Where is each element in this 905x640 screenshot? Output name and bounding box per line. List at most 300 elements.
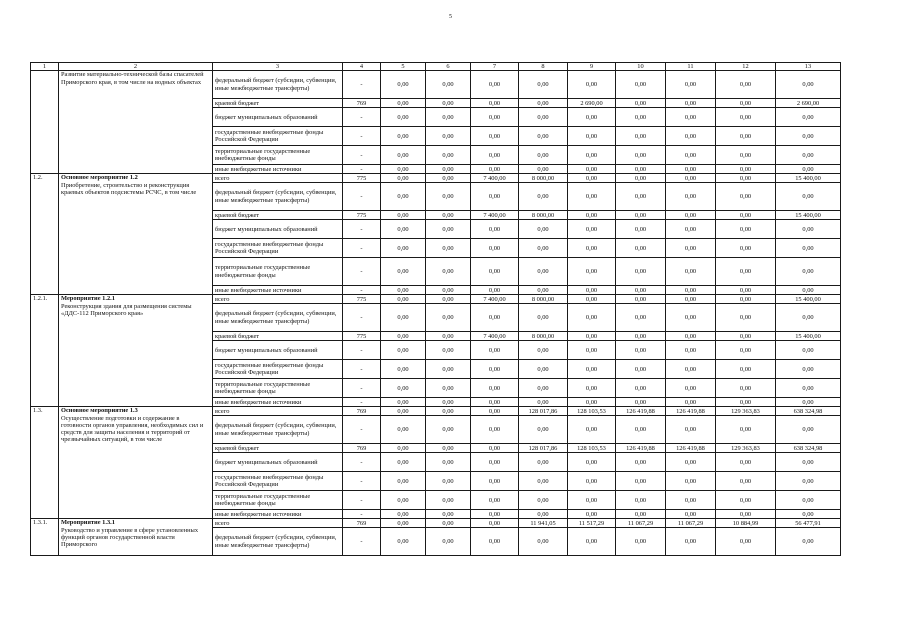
amount-cell: 0,00 [426,71,471,99]
amount-cell: 0,00 [616,211,666,220]
item-description [59,519,213,556]
amount-cell: 0,00 [616,379,666,398]
funding-source: всего [213,174,343,183]
column-number-cell: 12 [716,63,776,71]
budget-code-cell: - [343,183,381,211]
amount-cell: 0,00 [776,341,841,360]
amount-cell: 0,00 [568,332,616,341]
amount-cell: 0,00 [568,491,616,510]
budget-code-cell: - [343,360,381,379]
amount-cell: 0,00 [519,99,568,108]
amount-cell: 0,00 [568,165,616,174]
amount-cell: 0,00 [666,165,716,174]
amount-cell: 0,00 [666,332,716,341]
amount-cell: 2 690,00 [568,99,616,108]
amount-cell: 0,00 [426,528,471,556]
amount-cell: 0,00 [426,108,471,127]
amount-cell: 0,00 [471,472,519,491]
amount-cell: 0,00 [471,239,519,258]
amount-cell: 0,00 [716,211,776,220]
amount-cell: 0,00 [381,183,426,211]
amount-cell: 0,00 [426,258,471,286]
amount-cell: 0,00 [381,239,426,258]
amount-cell: 0,00 [716,528,776,556]
amount-cell: 11 067,29 [666,519,716,528]
amount-cell: 0,00 [381,407,426,416]
funding-source: бюджет муниципальных образований [213,453,343,472]
amount-cell: 0,00 [568,183,616,211]
amount-cell: 0,00 [568,174,616,183]
amount-cell: 7 400,00 [471,211,519,220]
amount-cell: 0,00 [666,341,716,360]
funding-source: федеральный бюджет (субсидии, субвенции, иные межбюджетные трансферты) [213,416,343,444]
amount-cell: 0,00 [568,239,616,258]
amount-cell: 0,00 [666,472,716,491]
amount-cell: 0,00 [776,510,841,519]
amount-cell: 0,00 [716,304,776,332]
amount-cell: 0,00 [519,510,568,519]
amount-cell: 0,00 [519,491,568,510]
amount-cell: 15 400,00 [776,332,841,341]
column-number-cell: 4 [343,63,381,71]
amount-cell: 0,00 [716,491,776,510]
amount-cell: 0,00 [776,146,841,165]
item-code: 1.3.1. [31,519,59,556]
amount-cell: 0,00 [616,286,666,295]
amount-cell: 56 477,91 [776,519,841,528]
funding-source: территориальные государственные внебюджетные фонды [213,379,343,398]
amount-cell: 0,00 [616,528,666,556]
amount-cell: 0,00 [666,108,716,127]
amount-cell: 0,00 [568,528,616,556]
funding-source: бюджет муниципальных образований [213,341,343,360]
amount-cell: 0,00 [519,220,568,239]
amount-cell: 0,00 [716,183,776,211]
item-title: Основное мероприятие 1.3 [61,407,138,415]
amount-cell: 0,00 [519,416,568,444]
amount-cell: 129 363,83 [716,407,776,416]
amount-cell: 0,00 [568,71,616,99]
amount-cell: 0,00 [616,127,666,146]
amount-cell: 0,00 [568,146,616,165]
amount-cell: 0,00 [776,491,841,510]
amount-cell: 0,00 [471,398,519,407]
amount-cell: 0,00 [381,444,426,453]
column-number-row [31,63,841,71]
amount-cell: 0,00 [519,379,568,398]
amount-cell: 15 400,00 [776,174,841,183]
amount-cell: 126 419,88 [616,444,666,453]
amount-cell: 0,00 [776,108,841,127]
amount-cell: 0,00 [471,108,519,127]
amount-cell: 0,00 [776,304,841,332]
budget-code-cell: - [343,379,381,398]
budget-code-cell: - [343,528,381,556]
amount-cell: 638 324,98 [776,407,841,416]
amount-cell: 0,00 [716,398,776,407]
budget-code-cell: - [343,491,381,510]
amount-cell: 0,00 [519,341,568,360]
funding-source: государственные внебюджетные фонды Российской Федерации [213,472,343,491]
amount-cell: 0,00 [471,341,519,360]
amount-cell: 0,00 [471,220,519,239]
amount-cell: 0,00 [568,211,616,220]
amount-cell: 0,00 [519,286,568,295]
amount-cell: 0,00 [616,108,666,127]
amount-cell: 0,00 [666,453,716,472]
amount-cell: 8 000,00 [519,295,568,304]
item-desc-text: Развитие материально-технической базы спасателей Приморского края, в том числе на водных объектах [61,71,204,86]
amount-cell: 0,00 [616,304,666,332]
budget-code-cell: - [343,341,381,360]
funding-source: государственные внебюджетные фонды Российской Федерации [213,239,343,258]
amount-cell: 0,00 [519,453,568,472]
amount-cell: 0,00 [519,108,568,127]
amount-cell: 0,00 [776,398,841,407]
amount-cell: 0,00 [519,183,568,211]
column-number-cell: 2 [59,63,213,71]
amount-cell: 0,00 [471,444,519,453]
budget-code-cell: 769 [343,444,381,453]
amount-cell: 0,00 [716,99,776,108]
amount-cell: 0,00 [426,519,471,528]
amount-cell: 0,00 [616,99,666,108]
amount-cell: 0,00 [716,108,776,127]
amount-cell: 0,00 [471,146,519,165]
amount-cell: 0,00 [568,286,616,295]
amount-cell: 0,00 [776,528,841,556]
budget-code-cell: - [343,398,381,407]
column-number-cell: 10 [616,63,666,71]
amount-cell: 0,00 [666,99,716,108]
amount-cell: 0,00 [381,472,426,491]
amount-cell: 0,00 [381,379,426,398]
amount-cell: 0,00 [471,99,519,108]
amount-cell: 0,00 [381,491,426,510]
amount-cell: 0,00 [616,174,666,183]
amount-cell: 0,00 [381,108,426,127]
amount-cell: 0,00 [381,127,426,146]
amount-cell: 0,00 [381,332,426,341]
amount-cell: 128 103,53 [568,444,616,453]
amount-cell: 0,00 [381,146,426,165]
amount-cell: 0,00 [381,165,426,174]
amount-cell: 0,00 [666,127,716,146]
amount-cell: 0,00 [381,211,426,220]
amount-cell: 0,00 [616,398,666,407]
amount-cell: 0,00 [381,398,426,407]
amount-cell: 0,00 [426,174,471,183]
funding-source: федеральный бюджет (субсидии, субвенции, иные межбюджетные трансферты) [213,183,343,211]
amount-cell: 0,00 [381,71,426,99]
amount-cell: 7 400,00 [471,332,519,341]
amount-cell: 0,00 [426,183,471,211]
column-number-cell: 9 [568,63,616,71]
item-title: Мероприятие 1.3.1 [61,519,115,527]
amount-cell: 0,00 [666,528,716,556]
amount-cell: 0,00 [426,444,471,453]
funding-source: всего [213,407,343,416]
amount-cell: 0,00 [666,258,716,286]
amount-cell: 0,00 [568,341,616,360]
amount-cell: 0,00 [471,127,519,146]
amount-cell: 0,00 [716,295,776,304]
item-code: 1.3. [31,407,59,519]
budget-code-cell: - [343,146,381,165]
budget-code-cell: - [343,304,381,332]
amount-cell: 0,00 [616,220,666,239]
amount-cell: 0,00 [426,416,471,444]
amount-cell: 0,00 [471,71,519,99]
amount-cell: 0,00 [381,258,426,286]
amount-cell: 0,00 [666,379,716,398]
amount-cell: 8 000,00 [519,174,568,183]
column-number-cell: 13 [776,63,841,71]
item-code: 1.2.1. [31,295,59,407]
funding-source: территориальные государственные внебюджетные фонды [213,146,343,165]
amount-cell: 0,00 [519,165,568,174]
amount-cell: 2 690,00 [776,99,841,108]
amount-cell: 0,00 [716,510,776,519]
amount-cell: 638 324,98 [776,444,841,453]
amount-cell: 0,00 [666,398,716,407]
amount-cell: 15 400,00 [776,211,841,220]
amount-cell: 0,00 [776,165,841,174]
column-number-cell: 6 [426,63,471,71]
amount-cell: 0,00 [426,491,471,510]
amount-cell: 0,00 [426,286,471,295]
column-number-cell: 3 [213,63,343,71]
amount-cell: 0,00 [616,341,666,360]
amount-cell: 0,00 [616,416,666,444]
amount-cell: 0,00 [426,360,471,379]
amount-cell: 0,00 [776,453,841,472]
amount-cell: 0,00 [616,71,666,99]
amount-cell: 0,00 [666,304,716,332]
amount-cell: 0,00 [381,286,426,295]
budget-code-cell: - [343,510,381,519]
budget-code-cell: - [343,220,381,239]
amount-cell: 0,00 [381,453,426,472]
amount-cell: 0,00 [616,510,666,519]
amount-cell: 0,00 [716,239,776,258]
amount-cell: 0,00 [471,519,519,528]
funding-source: краевой бюджет [213,211,343,220]
budget-code-cell: - [343,258,381,286]
amount-cell: 0,00 [568,295,616,304]
amount-cell: 0,00 [666,416,716,444]
funding-source: иные внебюджетные источники [213,398,343,407]
amount-cell: 0,00 [716,360,776,379]
amount-cell: 0,00 [426,220,471,239]
amount-cell: 0,00 [426,304,471,332]
amount-cell: 8 000,00 [519,211,568,220]
amount-cell: 0,00 [568,379,616,398]
table-row [31,174,841,183]
amount-cell: 0,00 [519,360,568,379]
amount-cell: 0,00 [776,71,841,99]
item-desc-text: Осуществление подготовки и содержание в готовности органов управления, необходимых сил и средств для защиты населения и территорий от чрезвычайных ситуаций, в том числе [61,414,204,444]
amount-cell: 128 017,86 [519,407,568,416]
funding-source: государственные внебюджетные фонды Российской Федерации [213,360,343,379]
funding-source: государственные внебюджетные фонды Российской Федерации [213,127,343,146]
amount-cell: 0,00 [426,165,471,174]
column-number-cell: 11 [666,63,716,71]
table-row [31,295,841,304]
budget-code-cell: - [343,108,381,127]
funding-source: бюджет муниципальных образований [213,108,343,127]
amount-cell: 0,00 [426,127,471,146]
item-code: 1.2. [31,174,59,295]
amount-cell: 0,00 [616,491,666,510]
funding-source: территориальные государственные внебюджетные фонды [213,258,343,286]
amount-cell: 0,00 [568,472,616,491]
budget-code-cell: 769 [343,519,381,528]
amount-cell: 0,00 [716,174,776,183]
amount-cell: 0,00 [616,183,666,211]
amount-cell: 126 419,88 [616,407,666,416]
amount-cell: 0,00 [471,453,519,472]
amount-cell: 0,00 [426,295,471,304]
amount-cell: 0,00 [616,472,666,491]
budget-code-cell: 769 [343,407,381,416]
item-desc-text: Руководство и управление в сфере установленных функций органов государственной власти Приморского [61,526,199,549]
amount-cell: 0,00 [716,379,776,398]
column-number-cell: 8 [519,63,568,71]
amount-cell: 11 517,29 [568,519,616,528]
item-description [59,71,213,174]
amount-cell: 0,00 [666,211,716,220]
funding-source: федеральный бюджет (субсидии, субвенции, иные межбюджетные трансферты) [213,304,343,332]
amount-cell: 0,00 [616,295,666,304]
amount-cell: 0,00 [568,127,616,146]
amount-cell: 0,00 [519,258,568,286]
funding-source: федеральный бюджет (субсидии, субвенции, иные межбюджетные трансферты) [213,528,343,556]
amount-cell: 0,00 [426,453,471,472]
amount-cell: 0,00 [776,239,841,258]
amount-cell: 0,00 [471,416,519,444]
amount-cell: 0,00 [716,453,776,472]
funding-source: иные внебюджетные источники [213,286,343,295]
amount-cell: 0,00 [471,407,519,416]
amount-cell: 128 017,86 [519,444,568,453]
amount-cell: 0,00 [776,127,841,146]
amount-cell: 0,00 [666,146,716,165]
amount-cell: 0,00 [616,258,666,286]
amount-cell: 10 884,99 [716,519,776,528]
table-row [31,519,841,528]
amount-cell: 0,00 [519,304,568,332]
amount-cell: 0,00 [666,295,716,304]
amount-cell: 129 363,83 [716,444,776,453]
amount-cell: 0,00 [776,286,841,295]
amount-cell: 15 400,00 [776,295,841,304]
amount-cell: 0,00 [568,398,616,407]
funding-source: территориальные государственные внебюджетные фонды [213,491,343,510]
amount-cell: 0,00 [716,127,776,146]
amount-cell: 0,00 [426,510,471,519]
amount-cell: 0,00 [381,528,426,556]
amount-cell: 0,00 [381,220,426,239]
amount-cell: 0,00 [776,360,841,379]
amount-cell: 0,00 [776,472,841,491]
amount-cell: 0,00 [426,99,471,108]
funding-source: краевой бюджет [213,444,343,453]
column-number-cell: 5 [381,63,426,71]
amount-cell: 0,00 [616,146,666,165]
item-title: Мероприятие 1.2.1 [61,295,115,303]
amount-cell: 7 400,00 [471,295,519,304]
amount-cell: 0,00 [666,71,716,99]
amount-cell: 0,00 [568,510,616,519]
amount-cell: 0,00 [616,239,666,258]
amount-cell: 0,00 [471,510,519,519]
amount-cell: 0,00 [519,528,568,556]
amount-cell: 0,00 [666,174,716,183]
amount-cell: 11 941,05 [519,519,568,528]
amount-cell: 0,00 [426,472,471,491]
amount-cell: 0,00 [716,258,776,286]
funding-source: всего [213,295,343,304]
amount-cell: 0,00 [716,332,776,341]
amount-cell: 0,00 [776,379,841,398]
amount-cell: 0,00 [519,146,568,165]
amount-cell: 0,00 [426,211,471,220]
amount-cell: 0,00 [426,407,471,416]
amount-cell: 0,00 [568,108,616,127]
amount-cell: 0,00 [666,491,716,510]
budget-code-cell: - [343,286,381,295]
amount-cell: 0,00 [471,379,519,398]
amount-cell: 0,00 [666,183,716,211]
budget-table [30,62,841,556]
funding-source: бюджет муниципальных образований [213,220,343,239]
amount-cell: 0,00 [471,258,519,286]
table-row [31,407,841,416]
amount-cell: 0,00 [616,332,666,341]
amount-cell: 8 000,00 [519,332,568,341]
amount-cell: 0,00 [568,416,616,444]
amount-cell: 0,00 [716,416,776,444]
funding-source: иные внебюджетные источники [213,165,343,174]
amount-cell: 0,00 [426,332,471,341]
budget-code-cell: 775 [343,295,381,304]
amount-cell: 0,00 [568,360,616,379]
budget-code-cell: - [343,453,381,472]
amount-cell: 0,00 [519,239,568,258]
item-description [59,174,213,295]
amount-cell: 0,00 [716,71,776,99]
amount-cell: 0,00 [519,398,568,407]
budget-code-cell: 775 [343,332,381,341]
amount-cell: 0,00 [426,146,471,165]
budget-code-cell: - [343,127,381,146]
item-title: Основное мероприятие 1.2 [61,174,138,182]
amount-cell: 0,00 [381,360,426,379]
amount-cell: 0,00 [426,239,471,258]
item-desc-text: Реконструкция здания для размещения системы «ДДС-112 Приморского края» [61,302,192,317]
item-description [59,407,213,519]
budget-code-cell: 775 [343,174,381,183]
amount-cell: 0,00 [471,528,519,556]
amount-cell: 0,00 [616,453,666,472]
amount-cell: 0,00 [471,165,519,174]
amount-cell: 0,00 [426,379,471,398]
amount-cell: 0,00 [381,416,426,444]
amount-cell: 0,00 [666,510,716,519]
amount-cell: 0,00 [426,398,471,407]
amount-cell: 0,00 [666,239,716,258]
